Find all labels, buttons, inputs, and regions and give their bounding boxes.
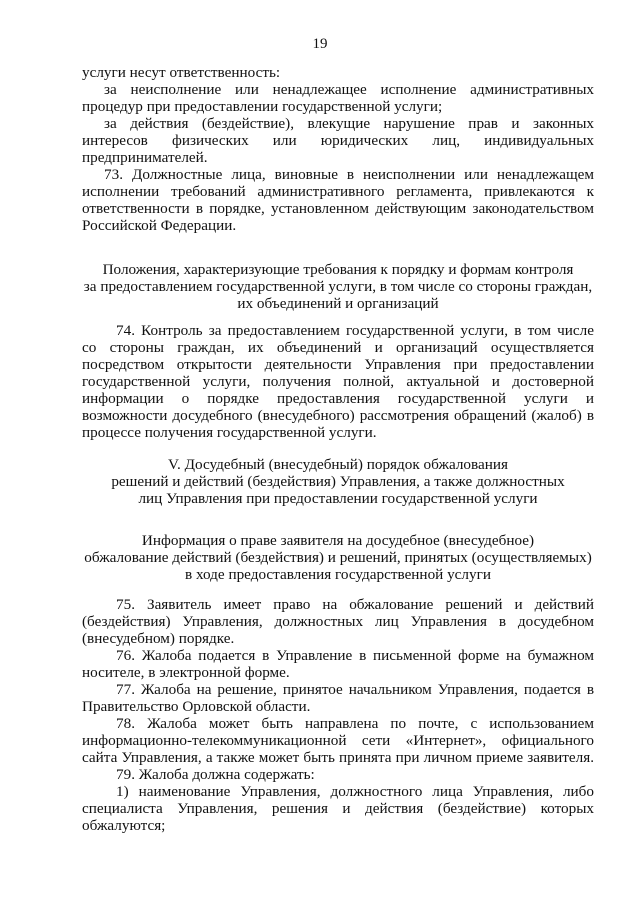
responsibility-line-10: Российской Федерации. [82,217,237,234]
appeals-line-6: 77. Жалоба на решение, принятое начальником Управления, подается в [116,681,594,698]
paragraph-74-line-4: государственной услуги, получения полной, актуальной и достоверной [82,373,594,390]
paragraph-74-line-7: процессе получения государственной услуги. [82,424,377,441]
appeals-line-8: 78. Жалоба может быть направлена по почте, с использованием [116,715,594,732]
appeals-line-12: 1) наименование Управления, должностного лица Управления, либо [116,783,594,800]
appeals-line-2: (бездействия) Управления, должностных лиц Управления в досудебном [82,613,594,630]
heading-appeal-info-line-2: обжалование действий (бездействия) и решений, принятых (осуществляемых) [84,549,592,566]
heading-control-line-1: Положения, характеризующие требования к порядку и формам контроля [102,261,574,278]
heading-section-v-line-1: V. Досудебный (внесудебный) порядок обжалования [168,456,508,473]
paragraph-74-line-6: возможности досудебного (внесудебного) рассмотрения обращений (жалоб) в [82,407,594,424]
text-block-responsibility [82,64,594,234]
paragraph-74-line-1: 74. Контроль за предоставлением государственной услуги, в том числе [116,322,594,339]
appeals-line-1: 75. Заявитель имеет право на обжалование решений и действий [116,596,594,613]
responsibility-line-7: 73. Должностные лица, виновные в неисполнении или ненадлежащем [104,166,594,183]
appeals-line-9: информационно-телекоммуникационной сети «Интернет», официального [82,732,594,749]
responsibility-line-5: интересов физических или юридических лиц, индивидуальных [82,132,594,149]
heading-appeal-info-line-1: Информация о праве заявителя на досудебное (внесудебное) [141,532,535,549]
appeals-line-10: сайта Управления, а также может быть принята при личном приеме заявителя. [82,749,594,766]
responsibility-line-8: исполнении требований административного регламента, привлекаются к [82,183,594,200]
heading-control-line-2: за предоставлением государственной услуги, в том числе со стороны граждан, [83,278,593,295]
appeals-line-14: обжалуются; [82,817,166,834]
paragraph-74-line-2: со стороны граждан, их объединений и организаций осуществляется [82,339,594,356]
heading-section-v-line-3: лиц Управления при предоставлении государственной услуги [138,490,538,507]
appeals-line-7: Правительство Орловской области. [82,698,311,715]
paragraph-74-line-3: посредством открытости деятельности Управления при предоставлении [82,356,594,373]
heading-section-v [82,456,594,507]
appeals-line-4: 76. Жалоба подается в Управление в письменной форме на бумажном [116,647,594,664]
responsibility-line-9: ответственности в порядке, установленном действующим законодательством [82,200,594,217]
text-block-appeals [82,596,594,834]
responsibility-line-6: предпринимателей. [82,149,208,166]
responsibility-line-3: процедур при предоставлении государственной услуги; [82,98,443,115]
responsibility-line-2: за неисполнение или ненадлежащее исполнение административных [104,81,594,98]
heading-control-section [82,261,594,312]
appeals-line-3: (внесудебном) порядке. [82,630,235,647]
paragraph-74-line-5: информации о порядке предоставления государственной услуги и [82,390,594,407]
responsibility-line-4: за действия (бездействие), влекущие нарушение прав и законных [104,115,594,132]
page-number: 19 [312,36,328,52]
appeals-line-13: специалиста Управления, решения и действия (бездействие) которых [82,800,594,817]
paragraph-74 [82,322,594,441]
appeals-line-11: 79. Жалоба должна содержать: [116,766,315,783]
appeals-line-5: носителе, в электронной форме. [82,664,290,681]
responsibility-line-1: услуги несут ответственность: [82,64,281,81]
heading-section-v-line-2: решений и действий (бездействия) Управления, а также должностных [111,473,565,490]
heading-control-line-3: их объединений и организаций [237,295,439,312]
heading-appeal-info-line-3: в ходе предоставления государственной услуги [185,566,491,583]
heading-appeal-info [82,532,594,583]
